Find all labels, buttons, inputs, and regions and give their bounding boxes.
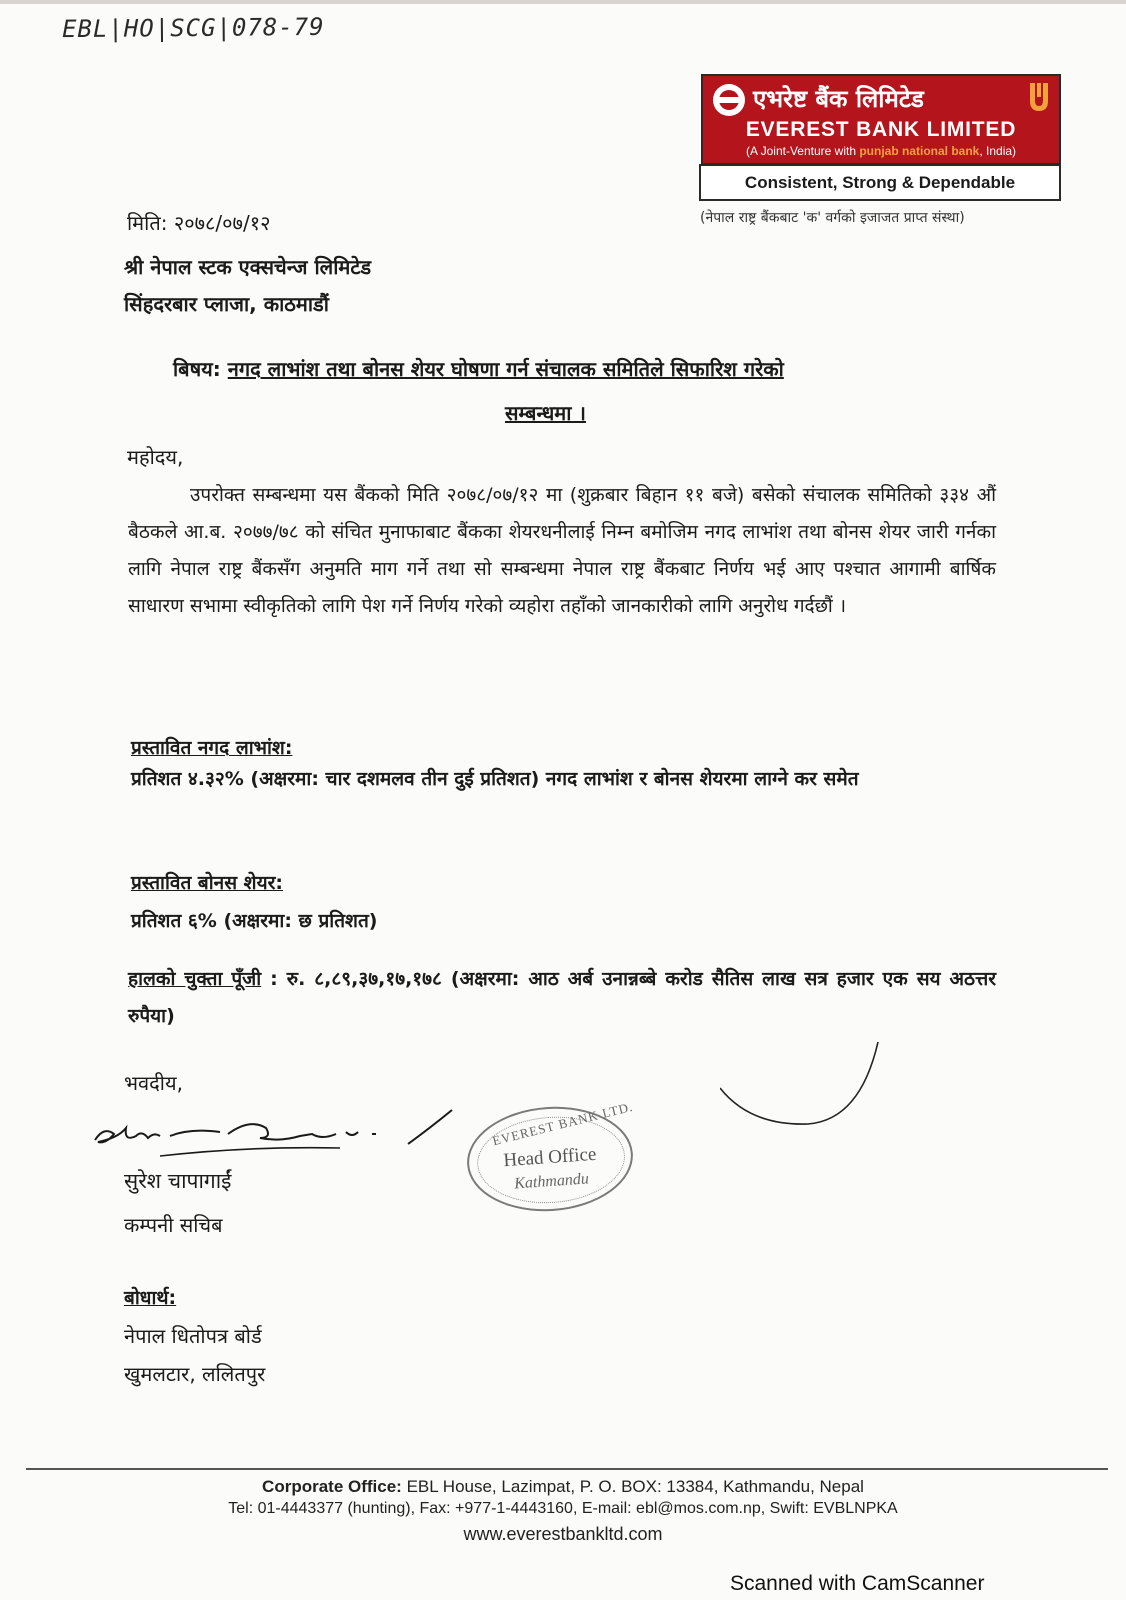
paid-up-capital [128, 961, 996, 1035]
page-top-edge [0, 0, 1126, 4]
footer-website[interactable]: www.everestbankltd.com [463, 1524, 663, 1544]
cc-recipient-name: नेपाल धितोपत्र बोर्ड [124, 1324, 262, 1348]
stamp-office: Head Office [502, 1143, 598, 1172]
bank-name-english: EVEREST BANK LIMITED [745, 118, 1017, 141]
cash-dividend-heading: प्रस्तावित नगद लाभांश: [131, 737, 293, 759]
closing: भवदीय, [124, 1071, 183, 1095]
recipient-name: श्री नेपाल स्टक एक्सचेन्ज लिमिटेड [124, 255, 372, 279]
bank-name-nepali: एभरेष्ट बैंक लिमिटेड [753, 85, 924, 113]
subject-line [173, 356, 784, 382]
handwritten-reference: EBL|HO|SCG|078-79 [61, 12, 325, 44]
head-office-stamp [464, 1098, 637, 1216]
subject-continuation: सम्बन्धमा । [505, 401, 586, 425]
handwritten-mark [720, 1030, 890, 1140]
paid-up-capital-heading: हालको चुक्ता पूँजी [128, 968, 262, 990]
subject-label: बिषय: [173, 357, 221, 381]
cc-heading: बोधार्थ: [124, 1287, 177, 1309]
signature [90, 1098, 470, 1168]
bank-logo [701, 74, 1061, 165]
signatory-title: कम्पनी सचिब [124, 1213, 223, 1237]
joint-venture-note: (A Joint-Venture with punjab national bank, India) [745, 144, 1017, 158]
footer-contacts: Tel: 01-4443377 (hunting), Fax: +977-1-4443160, E-mail: ebl@mos.com.np, Swift: EVBLNPKA [228, 1500, 898, 1517]
bank-tagline: Consistent, Strong & Dependable [699, 164, 1061, 201]
signatory-name: सुरेश चापागाईं [124, 1169, 232, 1193]
paid-up-capital-text: : रु. ८,८९,३७,१७,१७८ (अक्षरमा: आठ अर्ब उनान्नब्बे करोड सैतिस लाख सत्र हजार एक सय अठत्तर रुपैया) [128, 968, 996, 1027]
recipient-address: सिंहदरबार प्लाजा, काठमाडौं [124, 292, 329, 316]
bonus-share-text: प्रतिशत ६% (अक्षरमा: छ प्रतिशत) [131, 910, 378, 932]
footer-divider [26, 1468, 1108, 1470]
footer-label: Corporate Office: [262, 1477, 402, 1496]
letter-date: मिति: २०७८/०७/१२ [127, 211, 271, 235]
cash-dividend-text: प्रतिशत ४.३२% (अक्षरमा: चार दशमलव तीन दुई प्रतिशत) नगद लाभांश र बोनस शेयरमा लाग्ने कर समेत [131, 768, 859, 790]
subject-text: नगद लाभांश तथा बोनस शेयर घोषणा गर्न संचालक समितिले सिफारिश गरेको [227, 357, 784, 381]
salutation: महोदय, [127, 445, 184, 469]
scanner-watermark: Scanned with CamScanner [730, 1572, 985, 1595]
stamp-city: Kathmandu [513, 1170, 590, 1193]
stamp-bank-name: EVEREST BANK LTD. [490, 1098, 635, 1149]
bank-emblem-icon [713, 84, 745, 116]
partner-bank-name: punjab national bank [859, 144, 980, 158]
cc-recipient-address: खुमलटार, ललितपुर [124, 1362, 266, 1386]
licence-note: (नेपाल राष्ट्र बैंकबाट 'क' वर्गको इजाजत प्राप्त संस्था) [700, 210, 965, 226]
bonus-share-heading: प्रस्तावित बोनस शेयर: [131, 872, 283, 894]
footer-address: Corporate Office: EBL House, Lazimpat, P. O. BOX: 13384, Kathmandu, Nepal [262, 1477, 864, 1496]
pnb-emblem-icon [1028, 81, 1050, 115]
body-paragraph: उपरोक्त सम्बन्धमा यस बैंकको मिति २०७८/०७/१२ मा (शुक्रबार बिहान ११ बजे) बसेको संचालक समितिको ३३४ औं बैठकले आ.ब. २०७७/७८ को संचित मुनाफाबाट बैंकका शेयरधनीलाई निम्न बमोजिम नगद लाभांश तथा बोनस शेयर जारी गर्नका लागि नेपाल राष्ट्र बैंकसँग अनुमति माग गर्ने तथा सो सम्बन्धमा नेपाल राष्ट्र बैंकबाट निर्णय भई आए पश्चात आगामी बार्षिक साधारण सभामा स्वीकृतिको लागि पेश गर्ने निर्णय गरेको व्यहोरा तहाँको जानकारीको लागि अनुरोध गर्दछौं । [128, 484, 996, 617]
